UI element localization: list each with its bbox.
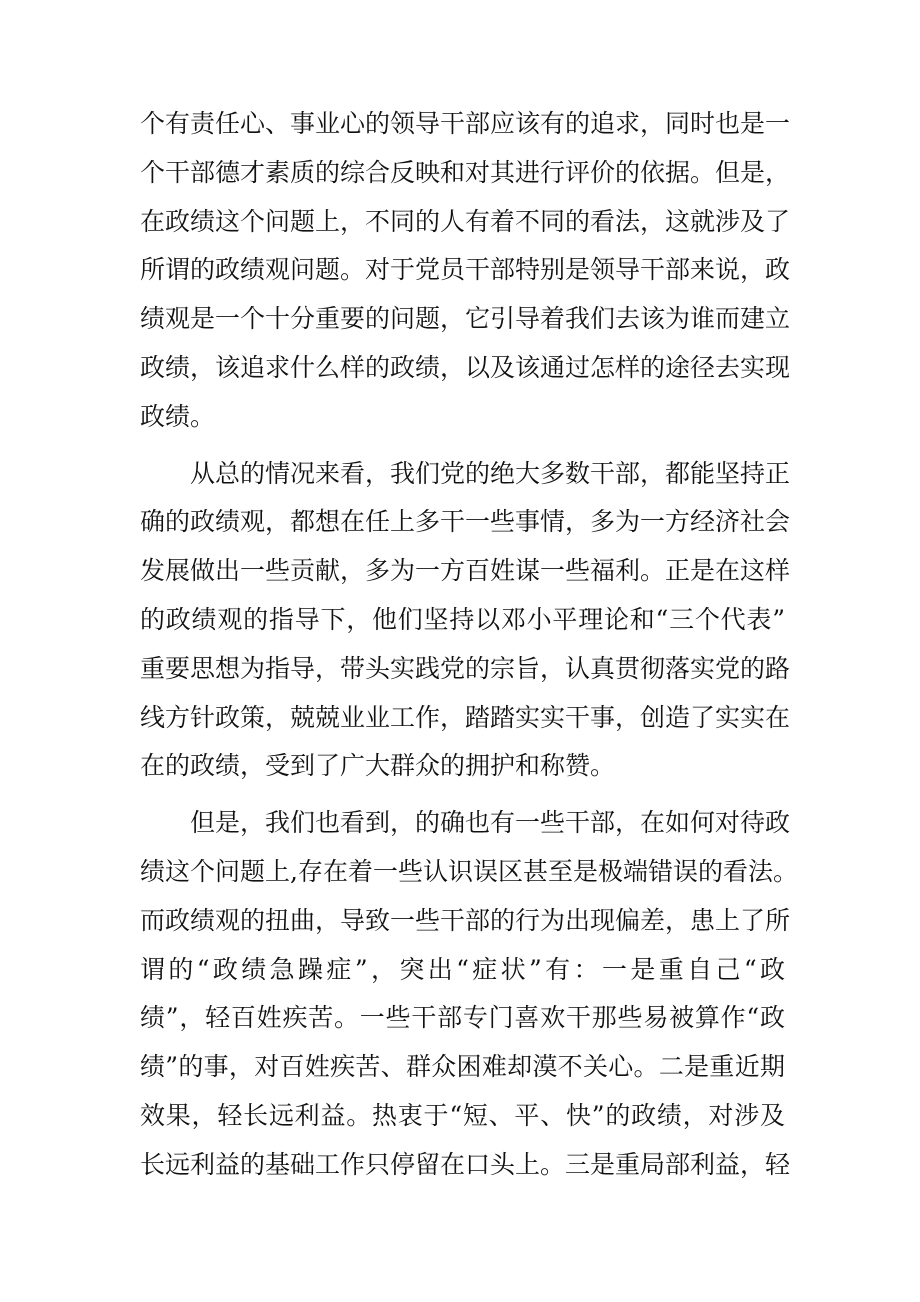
text-line: 线方针政策，兢兢业业工作，踏踏实实干事，创造了实实在 (140, 702, 791, 732)
text-line: 绩这个问题上,存在着一些认识误区甚至是极端错误的看法。 (140, 856, 798, 886)
text-line: 的政绩观的指导下，他们坚持以邓小平理论和“三个代表” (140, 604, 785, 634)
text-line: 绩”，轻百姓疾苦。一些干部专门喜欢干那些易被算作“政 (140, 1003, 785, 1033)
text-line: 效果，轻长远利益。热衷于“短、平、快”的政绩，对涉及 (140, 1100, 785, 1130)
text-line: 绩观是一个十分重要的问题，它引导着我们去该为谁而建立 (140, 304, 791, 334)
text-line: 发展做出一些贡献，多为一方百姓谋一些福利。正是在这样 (140, 556, 791, 586)
text-line: 谓的“政绩急躁症”，突出“症状”有：一是重自己“政 (140, 954, 785, 984)
text-line: 确的政绩观，都想在任上多干一些事情，多为一方经济社会 (140, 507, 791, 537)
text-line: 绩”的事，对百姓疾苦、群众困难却漠不关心。二是重近期 (140, 1052, 785, 1082)
paragraph-3 (140, 799, 798, 1189)
text-line: 政绩。 (140, 401, 216, 431)
text-line: 长远利益的基础工作只停留在口头上。三是重局部利益，轻 (140, 1149, 791, 1179)
text-line: 而政绩观的扭曲，导致一些干部的行为出现偏差，患上了所 (140, 905, 791, 935)
text-line: 但是，我们也看到，的确也有一些干部，在如何对待政 (190, 808, 791, 838)
paragraph-1 (140, 100, 791, 442)
text-line: 重要思想为指导，带头实践党的宗旨，认真贯彻落实党的路 (140, 653, 791, 683)
text-line: 个干部德才素质的综合反映和对其进行评价的依据。但是， (140, 157, 791, 187)
text-line: 个有责任心、事业心的领导干部应该有的追求，同时也是一 (140, 109, 791, 138)
text-line: 在政绩这个问题上，不同的人有着不同的看法，这就涉及了 (140, 206, 791, 236)
paragraph-2 (140, 450, 791, 792)
text-line: 政绩，该追求什么样的政绩，以及该通过怎样的途径去实现 (140, 352, 791, 382)
body-text (140, 100, 798, 1190)
text-line: 在的政绩，受到了广大群众的拥护和称赞。 (140, 751, 616, 781)
text-line: 从总的情况来看，我们党的绝大多数干部，都能坚持正 (190, 458, 791, 488)
text-line: 所谓的政绩观问题。对于党员干部特别是领导干部来说，政 (140, 255, 791, 285)
